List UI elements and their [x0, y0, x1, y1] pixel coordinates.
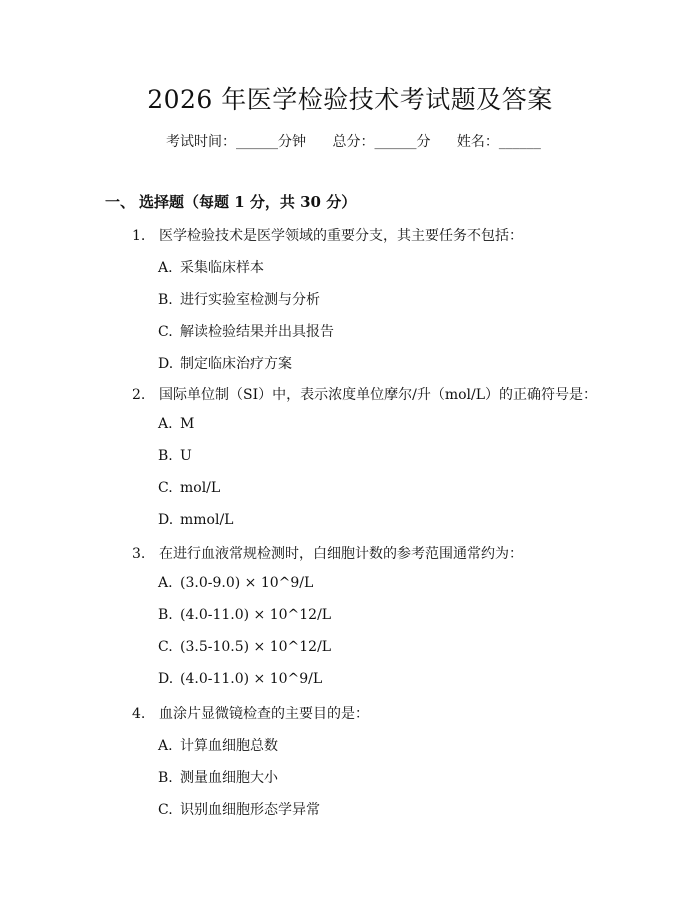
option-2c [158, 480, 220, 496]
option-text: (4.0-11.0) × 10^9/L [180, 671, 323, 687]
question-1 [132, 225, 523, 245]
question-text: 血涂片显微镜检查的主要目的是： [159, 706, 369, 722]
option-label: D. [158, 512, 174, 528]
question-number: 2. [132, 387, 146, 403]
option-text: 进行实验室检测与分析 [180, 292, 320, 308]
option-4c [158, 799, 320, 819]
option-3b [158, 607, 331, 623]
option-text: (3.0-9.0) × 10^9/L [180, 575, 314, 591]
question-3 [132, 543, 523, 563]
option-label: C. [158, 639, 173, 655]
option-label: B. [158, 770, 173, 786]
option-label: D. [158, 356, 174, 372]
question-text: 国际单位制（SI）中，表示浓度单位摩尔/升（mol/L）的正确符号是： [159, 387, 598, 403]
option-label: A. [158, 575, 173, 591]
option-2a [158, 416, 194, 432]
option-text: U [180, 448, 192, 464]
option-2d [158, 512, 233, 528]
option-3c [158, 639, 331, 655]
option-label: A. [158, 738, 173, 754]
option-1a [158, 257, 264, 277]
option-text: 计算血细胞总数 [180, 738, 278, 754]
option-text: 制定临床治疗方案 [180, 356, 292, 372]
section-title: 选择题（每题 1 分，共 30 分） [139, 193, 357, 211]
option-text: (3.5-10.5) × 10^12/L [180, 639, 332, 655]
total-score-field: 总分：______分 [332, 134, 431, 150]
question-4 [132, 703, 369, 723]
option-2b [158, 448, 192, 464]
question-text: 在进行血液常规检测时，白细胞计数的参考范围通常约为： [159, 546, 523, 562]
document-title: 2026 年医学检验技术考试题及答案 [147, 85, 553, 114]
option-label: A. [158, 416, 173, 432]
section-number: 一、 [105, 193, 136, 211]
section-heading [105, 191, 356, 212]
option-label: C. [158, 324, 173, 340]
option-text: M [180, 416, 195, 432]
question-2 [132, 384, 597, 404]
option-label: C. [158, 480, 173, 496]
option-3a [158, 575, 313, 591]
question-text: 医学检验技术是医学领域的重要分支，其主要任务不包括： [159, 228, 523, 244]
question-number: 1. [132, 228, 146, 244]
option-1b [158, 289, 320, 309]
option-text: 采集临床样本 [180, 260, 264, 276]
option-4a [158, 735, 278, 755]
exam-time-field: 考试时间：______分钟 [166, 134, 306, 150]
option-text: 测量血细胞大小 [180, 770, 278, 786]
option-text: mol/L [180, 480, 221, 496]
option-label: D. [158, 671, 174, 687]
option-label: C. [158, 802, 173, 818]
question-number: 4. [132, 706, 146, 722]
option-text: mmol/L [180, 512, 234, 528]
option-text: (4.0-11.0) × 10^12/L [180, 607, 332, 623]
option-1c [158, 321, 334, 341]
question-number: 3. [132, 546, 146, 562]
name-field: 姓名：______ [456, 134, 541, 150]
option-label: A. [158, 260, 173, 276]
option-4b [158, 767, 278, 787]
option-1d [158, 353, 292, 373]
option-text: 识别血细胞形态学异常 [180, 802, 320, 818]
exam-info [166, 131, 541, 151]
option-label: B. [158, 292, 173, 308]
option-label: B. [158, 448, 173, 464]
option-3d [158, 671, 322, 687]
option-label: B. [158, 607, 173, 623]
option-text: 解读检验结果并出具报告 [180, 324, 334, 340]
